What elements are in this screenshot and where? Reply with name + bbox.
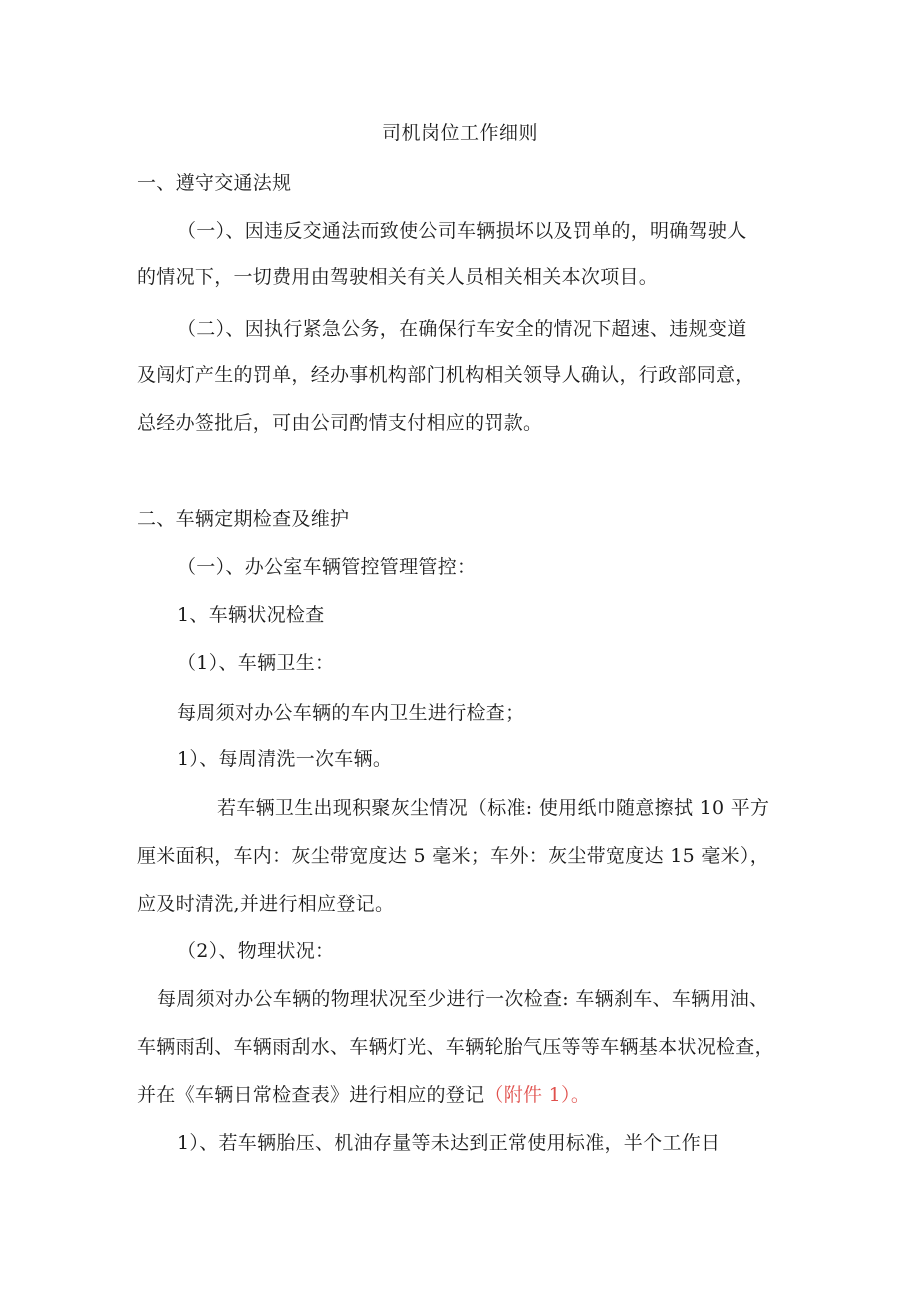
section1-item1-line2: 的情况下，一切费用由驾驶相关有关人员相关相关本次项目。 bbox=[137, 266, 659, 288]
section1-item2-line1: （二）、因执行紧急公务，在确保行车安全的情况下超速、违规变道 bbox=[177, 318, 747, 340]
section1-heading: 一、遵守交通法规 bbox=[137, 172, 292, 194]
document-title: 司机岗位工作细则 bbox=[381, 122, 538, 144]
section2-sub1: （一）、办公室车辆管控管理管控： bbox=[177, 556, 477, 578]
physical-step1: 1）、若车辆胎压、机油存量等未达到正常使用标准，半个工作日 bbox=[177, 1132, 721, 1154]
hygiene-text: 每周须对办公车辆的车内卫生进行检查； bbox=[177, 702, 525, 724]
dust-line3: 应及时清洗,并进行相应登记。 bbox=[137, 893, 395, 915]
section1-item1-line1: （一）、因违反交通法而致使公司车辆损坏以及罚单的，明确驾驶人 bbox=[177, 220, 747, 242]
dust-line1: 若车辆卫生出现积聚灰尘情况（标准: 使用纸巾随意擦拭 10 平方 bbox=[217, 797, 770, 819]
dust-line2: 厘米面积，车内：灰尘带宽度达 5 毫米；车外：灰尘带宽度达 15 毫米）， bbox=[137, 845, 770, 867]
section1-item2-line2: 及闯灯产生的罚单，经办事机构部门机构相关领导人确认，行政部同意， bbox=[137, 364, 755, 386]
physical-line2: 车辆雨刮、车辆雨刮水、车辆灯光、车辆轮胎气压等等车辆基本状况检查， bbox=[137, 1036, 774, 1058]
annex-reference: （附件 1）。 bbox=[484, 1084, 591, 1106]
physical-line1: 每周须对办公车辆的物理状况至少进行一次检查: 车辆刹车、车辆用油、 bbox=[157, 988, 769, 1010]
physical-line3-prefix: 并在《车辆日常检查表》进行相应的登记 bbox=[137, 1084, 485, 1106]
physical-heading: （2）、物理状况： bbox=[177, 940, 335, 962]
section1-item2-line3: 总经办签批后，可由公司酌情支付相应的罚款。 bbox=[137, 412, 543, 434]
section2-sub1-item1: 1、车辆状况检查 bbox=[177, 604, 325, 626]
hygiene-step1: 1）、每周清洗一次车辆。 bbox=[177, 748, 393, 770]
hygiene-heading: （1）、车辆卫生： bbox=[177, 652, 335, 674]
physical-line3 bbox=[137, 1082, 590, 1108]
section2-heading: 二、车辆定期检查及维护 bbox=[137, 508, 350, 530]
